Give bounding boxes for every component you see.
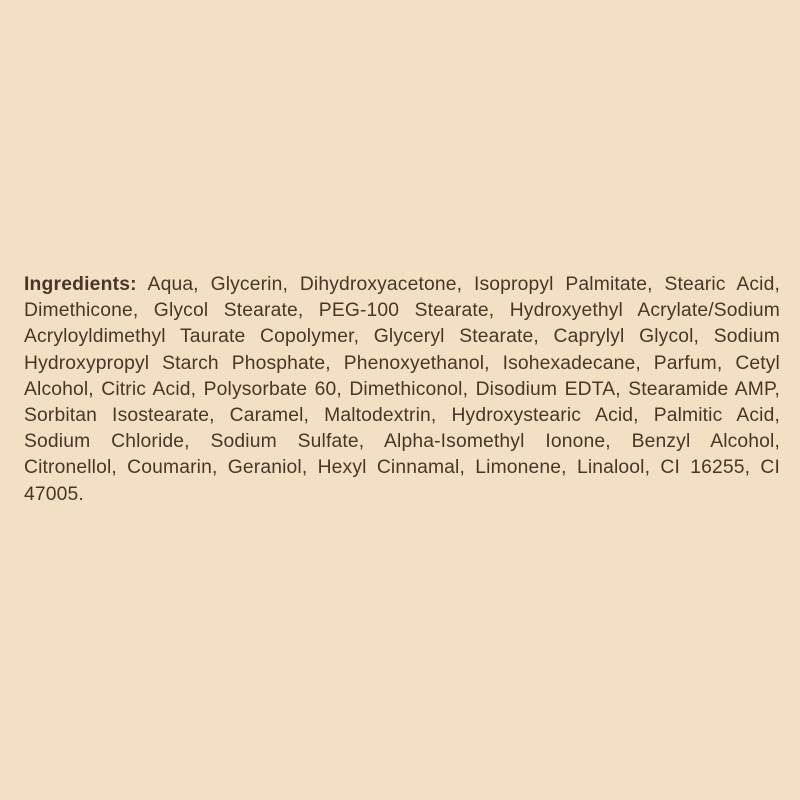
ingredients-list-text: Aqua, Glycerin, Dihydroxyacetone, Isopropyl Palmitate, Stearic Acid, Dimethicone, Glycol Stearate, PEG-100 Stearate, Hydroxyethyl Acrylate/Sodium Acryloyldimethyl Taurate Copolymer, Glyceryl Stearate, Caprylyl Glycol, Sodium Hydroxypropyl Starch Phosphate, Phenoxyethanol, Isohexadecane, Parfum, Cetyl Alcohol, Citric Acid, Polysorbate 60, Dimethiconol, Disodium EDTA, Stearamide AMP, Sorbitan Isostearate, Caramel, Maltodextrin, Hydroxystearic Acid, Palmitic Acid, Sodium Chloride, Sodium Sulfate, Alpha-Isomethyl Ionone, Benzyl Alcohol, Citronellol, Coumarin, Geraniol, Hexyl Cinnamal, Limonene, Linalool, CI 16255, CI 47005. xyxy=(24,274,780,505)
ingredients-paragraph xyxy=(24,272,780,508)
ingredients-label: Ingredients: xyxy=(24,274,137,295)
ingredients-section xyxy=(24,272,780,508)
